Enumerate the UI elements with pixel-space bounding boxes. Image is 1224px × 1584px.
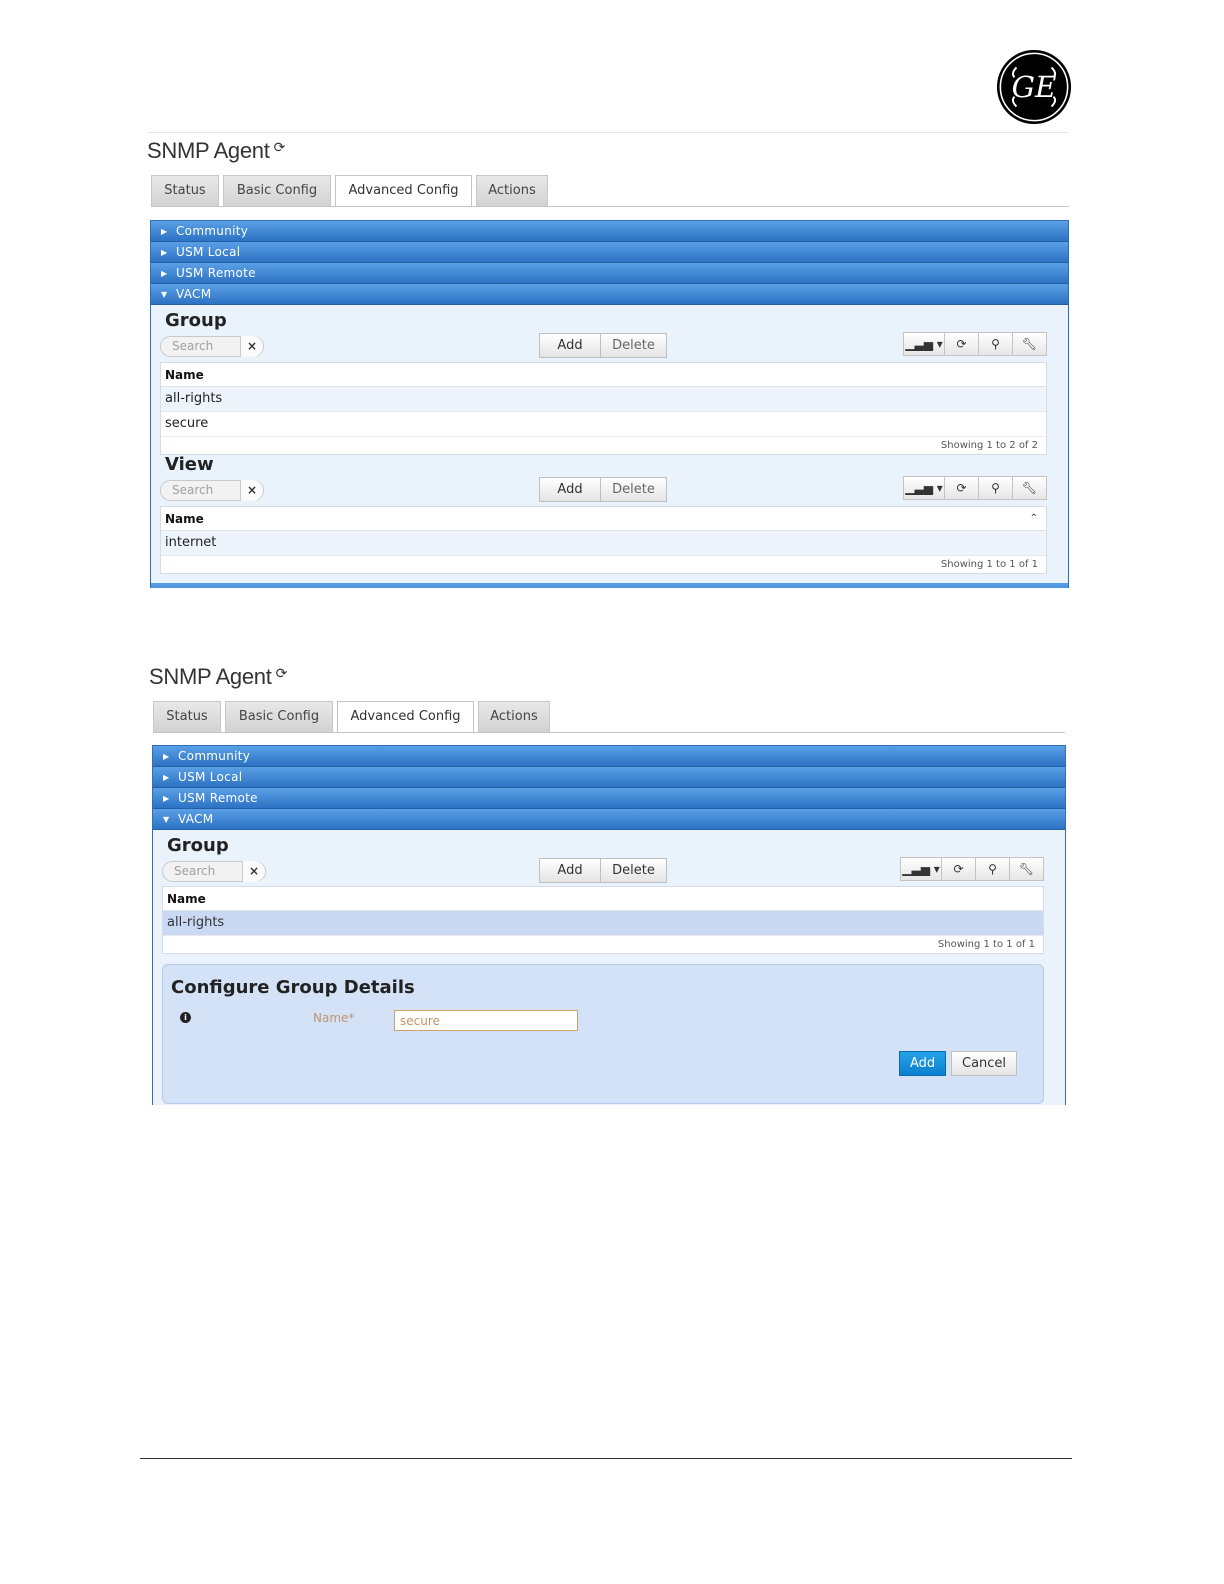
accordion-next-section[interactable] — [151, 583, 1069, 588]
add-button[interactable]: Add — [539, 858, 601, 883]
search-icon[interactable]: ⚲ — [979, 332, 1013, 356]
search-icon[interactable]: ⚲ — [976, 857, 1010, 881]
view-action-buttons — [539, 477, 667, 502]
group-search-input[interactable] — [160, 336, 264, 357]
tab-underline — [153, 732, 1065, 733]
clear-search-icon[interactable]: × — [242, 861, 265, 882]
tab-actions[interactable]: Actions — [476, 175, 548, 206]
accordion-community[interactable]: ▶ Community — [153, 746, 1065, 767]
accordion-usm-local[interactable]: ▶ USM Local — [153, 767, 1065, 788]
refresh-icon[interactable]: ⟳ — [945, 476, 979, 500]
refresh-icon[interactable]: ⟳ — [273, 139, 285, 155]
group-search-input[interactable] — [162, 861, 266, 882]
name-field-label: Name* — [313, 1011, 355, 1025]
wrench-icon[interactable]: 🔧︎ — [1010, 857, 1044, 881]
page-title: SNMP Agent ⟳ — [147, 138, 285, 163]
caret-right-icon: ▶ — [161, 227, 168, 236]
caret-right-icon: ▶ — [163, 794, 170, 803]
delete-button[interactable]: Delete — [601, 858, 667, 883]
signal-bars-dropdown-icon[interactable]: ▁▃▅ ▾ — [903, 476, 945, 500]
clear-search-icon[interactable]: × — [240, 480, 263, 501]
clear-search-icon[interactable]: × — [240, 336, 263, 357]
caret-right-icon: ▶ — [163, 773, 170, 782]
accordion — [150, 220, 1069, 588]
accordion-usm-local[interactable]: ▶ USM Local — [151, 242, 1068, 263]
info-icon[interactable]: i — [180, 1012, 191, 1023]
tab-underline — [151, 206, 1069, 207]
configure-group-title: Configure Group Details — [171, 977, 415, 998]
refresh-icon[interactable]: ⟳ — [945, 332, 979, 356]
tab-status[interactable]: Status — [153, 701, 221, 732]
accordion — [152, 745, 1066, 1105]
group-toolbar — [903, 332, 1047, 356]
configure-group-panel — [162, 964, 1044, 1104]
add-button[interactable]: Add — [539, 477, 601, 502]
tab-status[interactable]: Status — [151, 175, 219, 206]
accordion-usm-remote[interactable]: ▶ USM Remote — [153, 788, 1065, 809]
caret-right-icon: ▶ — [161, 248, 168, 257]
caret-right-icon: ▶ — [161, 269, 168, 278]
name-field[interactable] — [394, 1010, 578, 1031]
screenshot-view-list — [147, 134, 1072, 588]
screenshot-configure-group — [149, 660, 1069, 1105]
ge-logo — [995, 48, 1073, 126]
pagination-info: Showing 1 to 1 of 1 — [940, 559, 1038, 570]
pagination-info: Showing 1 to 2 of 2 — [940, 440, 1038, 451]
caret-down-icon: ▼ — [161, 290, 168, 299]
accordion-vacm[interactable]: ▼ VACM — [153, 809, 1065, 830]
cancel-button[interactable]: Cancel — [951, 1051, 1017, 1076]
group-toolbar — [900, 857, 1044, 881]
accordion-usm-remote[interactable]: ▶ USM Remote — [151, 263, 1068, 284]
signal-bars-dropdown-icon[interactable]: ▁▃▅ ▾ — [903, 332, 945, 356]
pagination-info: Showing 1 to 1 of 1 — [937, 939, 1035, 950]
view-table — [160, 506, 1047, 574]
tab-actions[interactable]: Actions — [478, 701, 550, 732]
table-row[interactable]: secure — [161, 412, 1046, 437]
refresh-icon[interactable]: ⟳ — [275, 665, 287, 681]
column-header-name[interactable]: Name — [161, 363, 1046, 387]
search-placeholder: Search — [172, 483, 214, 497]
tab-basic-config[interactable]: Basic Config — [223, 175, 331, 206]
svg-text:GE: GE — [1011, 69, 1057, 104]
table-row-selected[interactable]: all-rights — [163, 911, 1043, 936]
group-title: Group — [165, 310, 227, 331]
view-search-input[interactable] — [160, 480, 264, 501]
view-toolbar — [903, 476, 1047, 500]
tab-basic-config[interactable]: Basic Config — [225, 701, 333, 732]
table-row[interactable]: all-rights — [161, 387, 1046, 412]
signal-bars-dropdown-icon[interactable]: ▁▃▅ ▾ — [900, 857, 942, 881]
sort-ascending-icon[interactable]: ⌃ — [1029, 513, 1038, 524]
search-icon[interactable]: ⚲ — [979, 476, 1013, 500]
caret-right-icon: ▶ — [163, 752, 170, 761]
tab-bar — [151, 175, 1071, 207]
group-table — [162, 886, 1044, 954]
tab-advanced-config[interactable]: Advanced Config — [335, 175, 472, 207]
column-header-name[interactable]: Name ⌃ — [161, 507, 1046, 531]
tab-advanced-config[interactable]: Advanced Config — [337, 701, 474, 733]
add-submit-button[interactable]: Add — [899, 1051, 946, 1076]
column-header-name[interactable]: Name — [163, 887, 1043, 911]
refresh-icon[interactable]: ⟳ — [942, 857, 976, 881]
page-title: SNMP Agent ⟳ — [149, 664, 287, 689]
header-divider — [148, 132, 1068, 133]
table-row[interactable]: internet — [161, 531, 1046, 556]
group-title: Group — [167, 835, 229, 856]
group-table — [160, 362, 1047, 455]
search-placeholder: Search — [174, 864, 216, 878]
search-placeholder: Search — [172, 339, 214, 353]
accordion-vacm[interactable]: ▼ VACM — [151, 284, 1068, 305]
caret-down-icon: ▼ — [163, 815, 170, 824]
group-action-buttons — [539, 858, 667, 883]
delete-button[interactable]: Delete — [601, 477, 667, 502]
accordion-community[interactable]: ▶ Community — [151, 221, 1068, 242]
footer-divider — [140, 1458, 1072, 1459]
group-action-buttons — [539, 333, 667, 358]
wrench-icon[interactable]: 🔧︎ — [1013, 476, 1047, 500]
delete-button[interactable]: Delete — [601, 333, 667, 358]
view-title: View — [165, 454, 214, 475]
tab-bar — [153, 701, 1069, 733]
add-button[interactable]: Add — [539, 333, 601, 358]
wrench-icon[interactable]: 🔧︎ — [1013, 332, 1047, 356]
